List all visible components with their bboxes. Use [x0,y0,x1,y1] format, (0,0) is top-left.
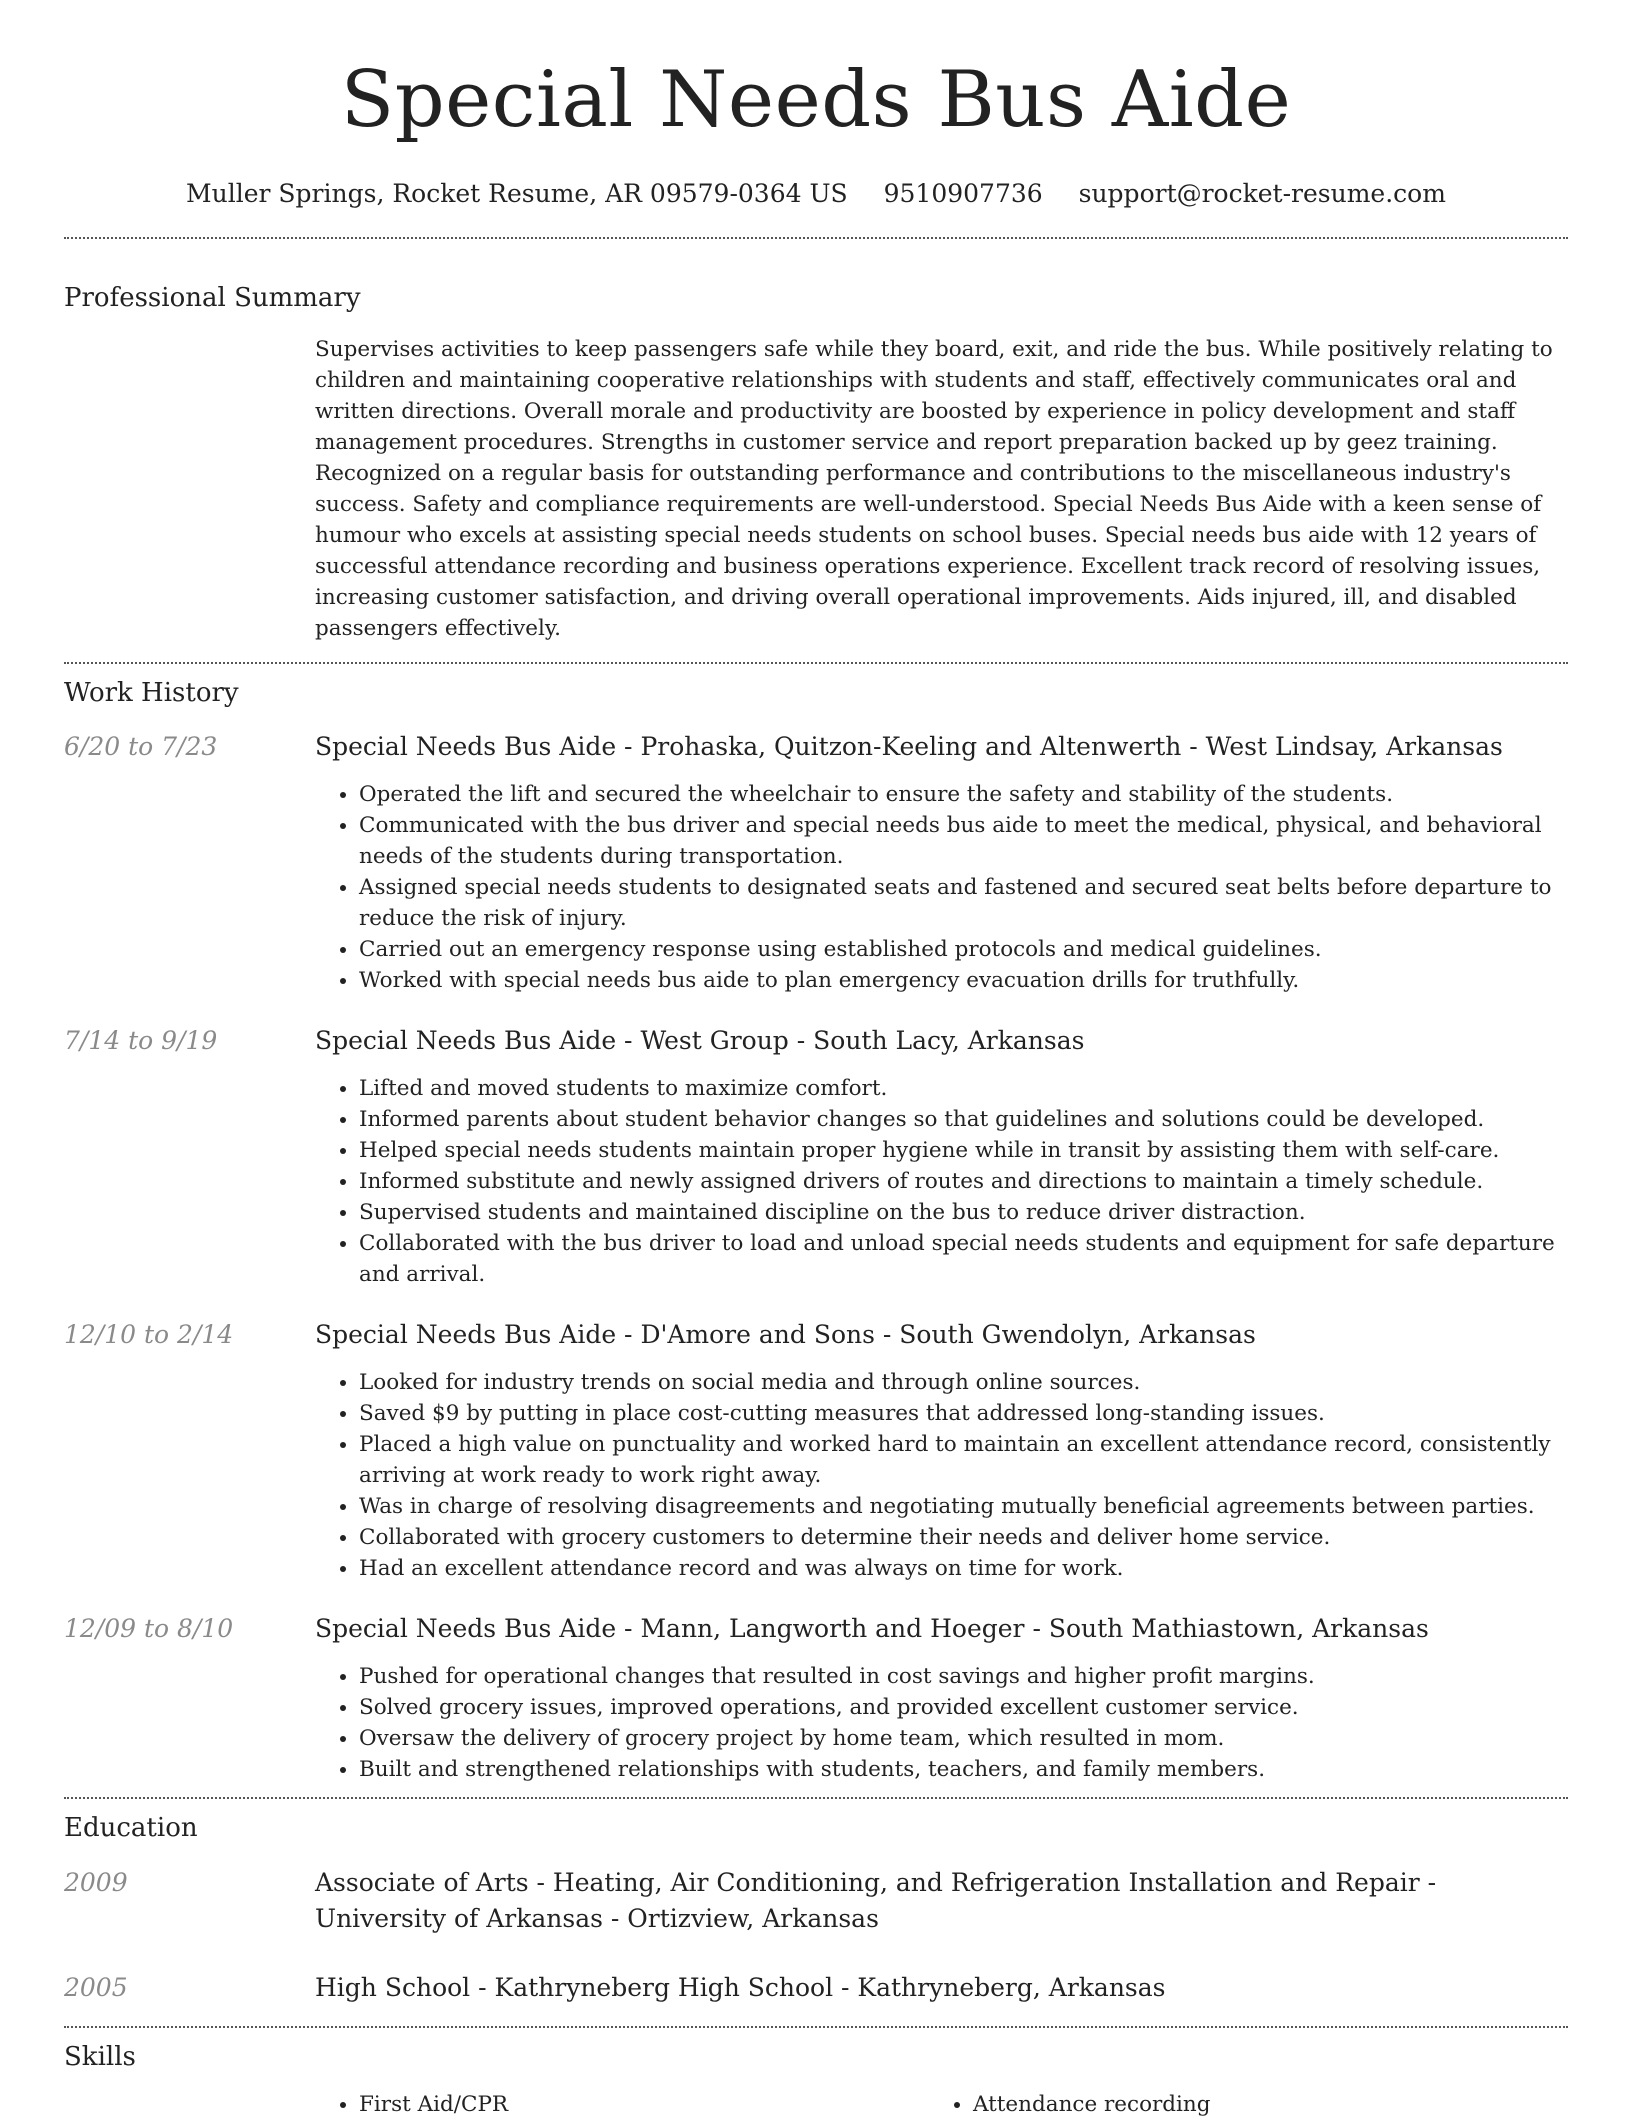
job-bullet: • Saved $9 by putting in place cost-cutting measures that addressed long-standing issues. [359,1398,1568,1429]
job-date: 6/20 to 7/23 [64,732,218,761]
job-entry [64,1612,1568,1785]
education-entry [64,1865,1568,1937]
email: support@rocket-resume.com [1078,179,1446,208]
education-section [64,1811,1568,2006]
job-bullet: • Collaborated with grocery customers to determine their needs and deliver home service. [359,1522,1568,1553]
job-bullet: • Had an excellent attendance record and was always on time for work. [359,1553,1568,1584]
job-bullet: • Supervised students and maintained discipline on the bus to reduce driver distraction. [359,1197,1568,1228]
contact-line [64,178,1568,210]
job-entry [64,1024,1568,1290]
job-bullet: • Looked for industry trends on social media and through online sources. [359,1367,1568,1398]
skills-list-right [929,2089,1543,2120]
job-entry [64,1318,1568,1584]
job-bullet: • Assigned special needs students to designated seats and fastened and secured seat belts before departure to reduce the risk of injury. [359,872,1568,934]
divider [64,662,1568,664]
skill-item: • First Aid/CPR [359,2089,929,2120]
job-title: Special Needs Bus Aide - D'Amore and Sons - South Gwendolyn, Arkansas [315,1320,1256,1349]
job-bullet: • Helped special needs students maintain proper hygiene while in transit by assisting them with self-care. [359,1135,1568,1166]
job-title: Special Needs Bus Aide - West Group - South Lacy, Arkansas [315,1026,1085,1055]
skill-item: • Attendance recording [973,2089,1543,2120]
education-list [64,1865,1568,2006]
phone: 9510907736 [883,179,1043,208]
job-date: 7/14 to 9/19 [64,1026,218,1055]
job-title: Special Needs Bus Aide - Mann, Langworth and Hoeger - South Mathiastown, Arkansas [315,1614,1429,1643]
job-bullet: • Operated the lift and secured the wheelchair to ensure the safety and stability of the students. [359,779,1568,810]
job-bullet: • Informed substitute and newly assigned drivers of routes and directions to maintain a timely schedule. [359,1166,1568,1197]
divider [64,2026,1568,2028]
job-date: 12/09 to 8/10 [64,1614,234,1643]
job-bullets [315,779,1568,996]
job-bullet: • Solved grocery issues, improved operations, and provided excellent customer service. [359,1692,1568,1723]
divider [64,237,1568,239]
job-bullet: • Communicated with the bus driver and special needs bus aide to meet the medical, physical, and behavioral needs of the students during transportation. [359,810,1568,872]
job-bullets [315,1661,1568,1785]
education-title: Associate of Arts - Heating, Air Conditioning, and Refrigeration Installation and Repair - University of Arkansas - Ortizview, Arkansas [315,1868,1437,1933]
skills-section [64,2040,1568,2120]
section-title-education: Education [64,1813,198,1843]
job-bullets [315,1073,1568,1290]
candidate-name: Special Needs Bus Aide [340,55,1292,145]
education-title: High School - Kathryneberg High School - Kathryneberg, Arkansas [315,1973,1166,2002]
job-bullet: • Lifted and moved students to maximize comfort. [359,1073,1568,1104]
job-entry [64,730,1568,996]
section-title-skills: Skills [64,2042,136,2072]
job-bullet: • Informed parents about student behavior changes so that guidelines and solutions could be developed. [359,1104,1568,1135]
skills-columns [315,2089,1568,2120]
job-bullet: • Pushed for operational changes that resulted in cost savings and higher profit margins. [359,1661,1568,1692]
summary-text: Supervises activities to keep passengers safe while they board, exit, and ride the bus. While positively relating to children and maintaining cooperative relationships with students and staff, effectively communicates oral and written directions. Overall morale and productivity are boosted by experience in policy development and staff management procedures. Strengths in customer service and report preparation backed up by geez training. Recognized on a regular basis for outstanding performance and contributions to the miscellaneous industry's success. Safety and compliance requirements are well-understood. Special Needs Bus Aide with a keen sense of humour who excels at assisting special needs students on school buses. Special needs bus aide with 12 years of successful attendance recording and business operations experience. Excellent track record of resolving issues, increasing customer satisfaction, and driving overall operational improvements. Aids injured, ill, and disabled passengers effectively. [315,337,1553,641]
section-title-summary: Professional Summary [64,283,361,313]
education-date: 2005 [64,1973,128,2002]
job-bullets [315,1367,1568,1584]
job-bullet: • Was in charge of resolving disagreements and negotiating mutually beneficial agreements between parties. [359,1491,1568,1522]
divider [64,1797,1568,1799]
job-bullet: • Worked with special needs bus aide to plan emergency evacuation drills for truthfully. [359,965,1568,996]
address: Muller Springs, Rocket Resume, AR 09579-0364 US [186,179,848,208]
job-bullet: • Collaborated with the bus driver to load and unload special needs students and equipment for safe departure and arrival. [359,1228,1568,1290]
summary-section [64,281,1568,644]
job-bullet: • Carried out an emergency response using established protocols and medical guidelines. [359,934,1568,965]
section-title-work: Work History [64,678,239,708]
job-list [64,730,1568,1785]
job-date: 12/10 to 2/14 [64,1320,234,1349]
education-entry [64,1970,1568,2006]
education-date: 2009 [64,1868,128,1897]
job-bullet: • Oversaw the delivery of grocery project by home team, which resulted in mom. [359,1723,1568,1754]
job-title: Special Needs Bus Aide - Prohaska, Quitzon-Keeling and Altenwerth - West Lindsay, Arkansas [315,732,1503,761]
skills-list-left [315,2089,929,2120]
job-bullet: • Built and strengthened relationships with students, teachers, and family members. [359,1754,1568,1785]
work-history-section [64,676,1568,1785]
job-bullet: • Placed a high value on punctuality and worked hard to maintain an excellent attendance record, consistently arriving at work ready to work right away. [359,1429,1568,1491]
